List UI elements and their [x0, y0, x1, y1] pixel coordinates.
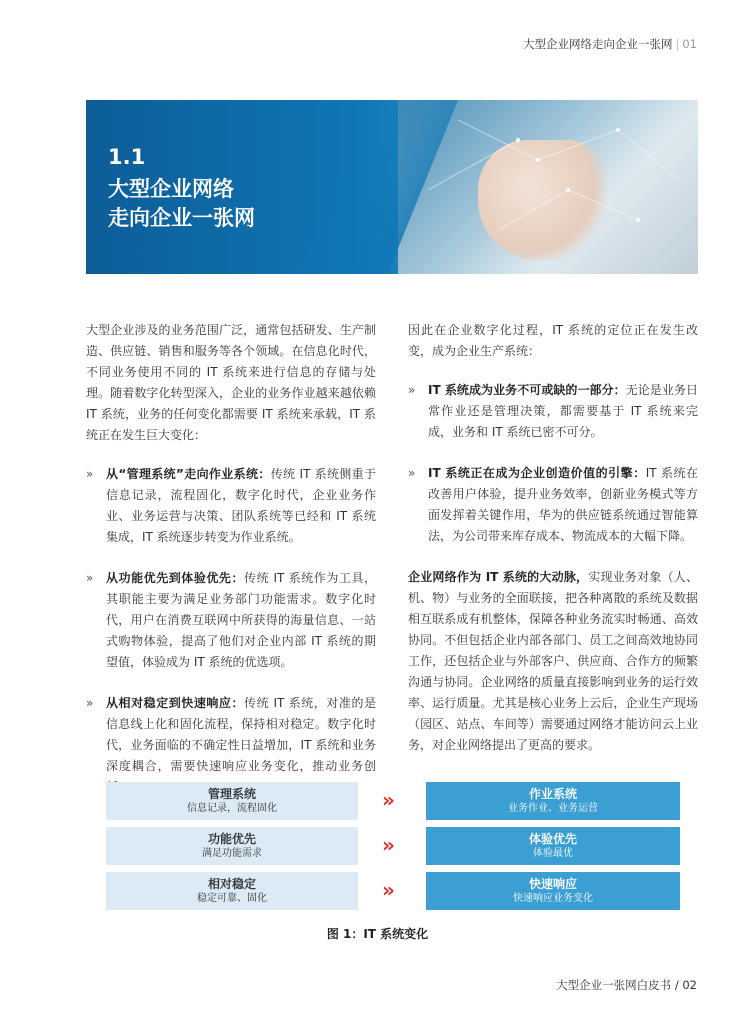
left-column	[86, 320, 376, 818]
box-subtitle: 业务作业、业务运营	[508, 803, 598, 814]
right-column	[408, 320, 698, 774]
bullet-text: 传统 IT 系统作为工具，其职能主要为满足业务部门功能需求。数字化时代，用户在消费互联网中所获得的海量信息、一站式购物体验，提高了他们对企业内部 IT 系统的期望值，体验成为 IT 系统的优选项。	[106, 571, 376, 669]
bullet-marker: »	[408, 383, 416, 397]
page-footer: 大型企业一张网白皮书 / 02	[556, 978, 697, 992]
section-banner	[86, 100, 698, 274]
left-intro: 大型企业涉及的业务范围广泛，通常包括研发、生产制造、供应链、销售和服务等各个领域。在信息化时代，不同业务使用不同的 IT 系统来进行信息的存储与处理。随着数字化转型深入，企业的业务作业越来越依赖 IT 系统，业务的任何变化都需要 IT 系统来承载，IT 系统正在发生巨大变化：	[86, 323, 376, 442]
right-bullet-2	[408, 463, 698, 547]
bullet-text: IT 系统在改善用户体验，提升业务效率，创新业务模式等方面发挥着关键作用，华为的供应链系统通过智能算法，为公司带来库存成本、物流成本的大幅下降。	[428, 466, 698, 543]
bullet-heading: IT 系统成为业务不可或缺的一部分：	[428, 383, 626, 397]
figure-box-after	[426, 827, 680, 865]
section-title-line2: 走向企业一张网	[108, 206, 255, 230]
right-paragraph	[408, 567, 698, 756]
box-subtitle: 稳定可靠、固化	[197, 893, 267, 904]
figure-box-before	[106, 827, 358, 865]
box-title: 作业系统	[528, 787, 577, 801]
box-title: 相对稳定	[207, 877, 256, 891]
bullet-text: 传统 IT 系统侧重于信息记录，流程固化，数字化时代，企业业务作业、业务运营与决策、团队系统等已经和 IT 系统集成，IT 系统逐步转变为作业系统。	[106, 467, 376, 544]
bullet-marker: »	[408, 466, 416, 480]
page-header	[523, 36, 697, 52]
bullet-heading: IT 系统正在成为企业创造价值的引擎：	[428, 466, 646, 480]
bullet-text: 无论是业务日常作业还是管理决策，都需要基于 IT 系统来完成，业务和 IT 系统已密不可分。	[428, 383, 698, 439]
figure-box-before	[106, 782, 358, 820]
box-title: 体验优先	[528, 832, 577, 846]
bullet-heading: 从“管理系统”走向作业系统：	[106, 467, 271, 481]
left-bullet-1	[86, 464, 376, 548]
paragraph-text: 实现业务对象（人、机、物）与业务的全面联接，把各种离散的系统及数据相互联系成有机整体，保障各种业务流实时畅通、高效协同。不但包括企业内部各部门、员工之间高效地协同工作，还包括企业与外部客户、供应商、合作方的频繁沟通与协同。企业网络的质量直接影响到业务的运行效率、运行质量。尤其是核心业务上云后，企业生产现场（园区、站点、车间等）需要通过网络才能访问云上业务，对企业网络提出了更高的要求。	[408, 570, 698, 752]
box-subtitle: 快速响应业务变化	[513, 893, 593, 904]
double-chevron-icon: »	[382, 878, 395, 902]
right-intro: 因此在企业数字化过程，IT 系统的定位正在发生改变，成为企业生产系统：	[408, 323, 698, 358]
bullet-heading: 从功能优先到体验优先：	[106, 571, 245, 585]
bullet-marker: »	[86, 571, 94, 585]
figure-box-before	[106, 872, 358, 910]
right-bullet-1	[408, 380, 698, 443]
header-separator: |	[675, 37, 680, 51]
paragraph-heading: 企业网络作为 IT 系统的大动脉，	[408, 570, 589, 584]
bullet-marker: »	[86, 467, 94, 481]
figure-row	[106, 827, 680, 865]
box-subtitle: 体验最优	[533, 848, 573, 859]
bullet-text: 传统 IT 系统，对准的是信息线上化和固化流程，保持相对稳定。数字化时代，业务面临的不确定性日益增加，IT 系统和业务深度耦合，需要快速响应业务变化，推动业务创	[106, 696, 376, 773]
left-bullet-2	[86, 568, 376, 673]
figure-row	[106, 782, 680, 820]
bullet-heading: 从相对稳定到快速响应：	[106, 696, 245, 710]
bullet-marker: »	[86, 696, 94, 710]
box-title: 管理系统	[207, 787, 256, 801]
double-chevron-icon: »	[382, 788, 395, 812]
section-number: 1.1	[108, 145, 146, 169]
box-subtitle: 满足功能需求	[202, 848, 262, 859]
box-subtitle: 信息记录，流程固化	[187, 803, 277, 814]
header-page-number: 01	[682, 37, 697, 51]
figure-box-after	[426, 782, 680, 820]
figure-row	[106, 872, 680, 910]
section-title-line1: 大型企业网络	[108, 177, 234, 201]
box-title: 快速响应	[528, 877, 577, 891]
box-title: 功能优先	[207, 832, 256, 846]
figure-box-after	[426, 872, 680, 910]
double-chevron-icon: »	[382, 833, 395, 857]
figure-caption: 图 1：IT 系统变化	[326, 927, 429, 941]
header-title: 大型企业网络走向企业一张网	[522, 37, 673, 51]
